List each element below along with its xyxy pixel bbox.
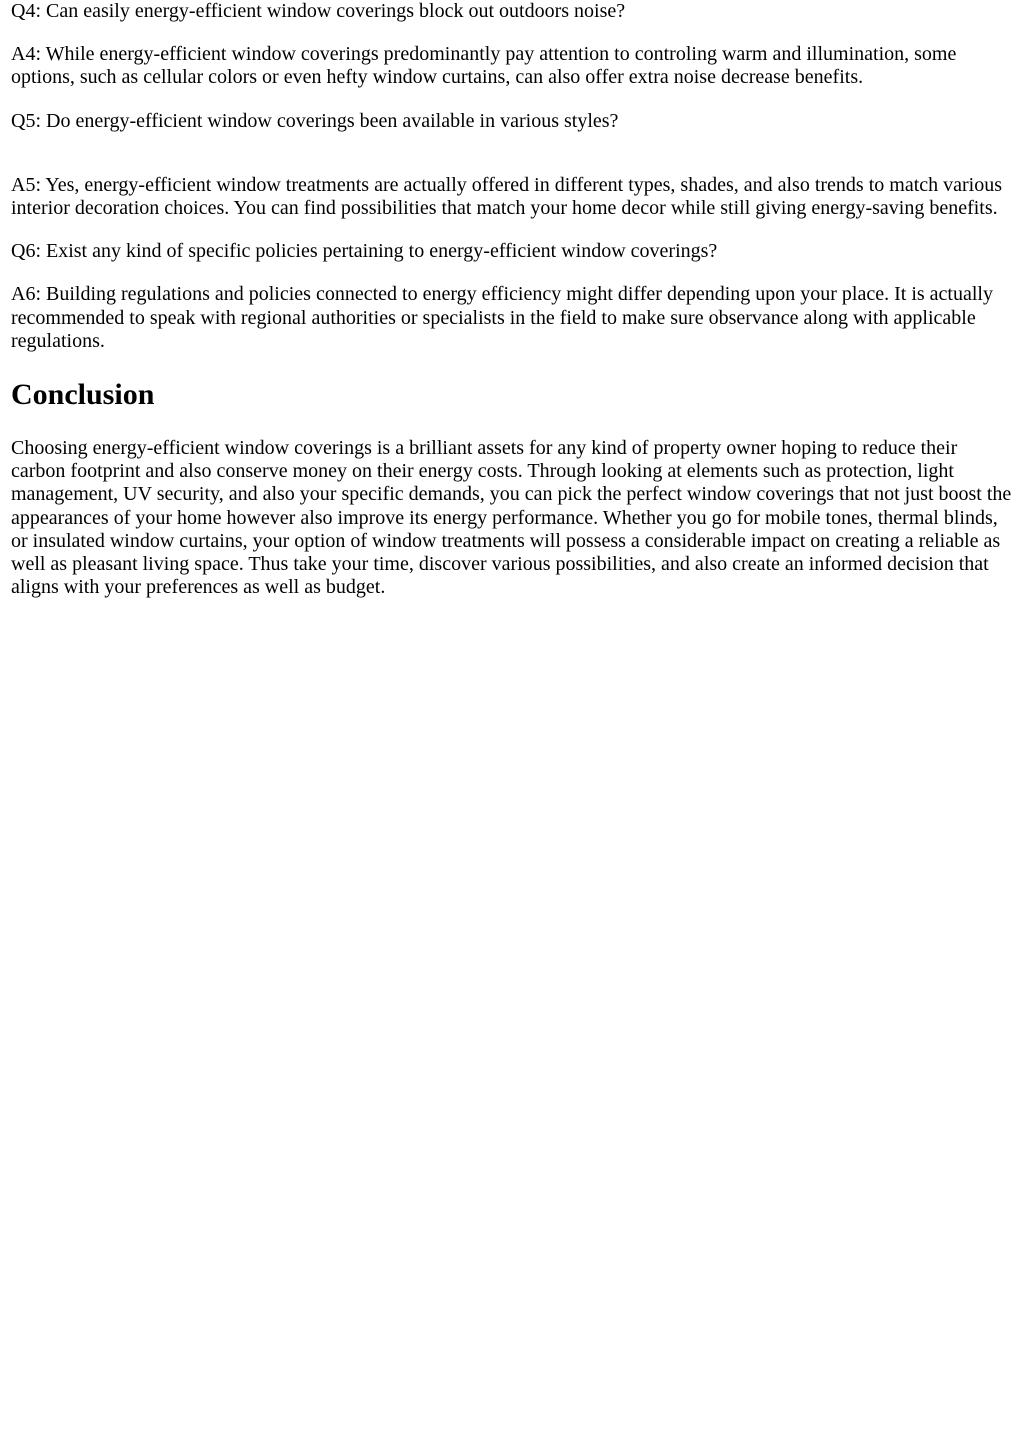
document-page [0,0,1024,599]
conclusion-paragraph: Choosing energy-efficient window coverings is a brilliant assets for any kind of property owner hoping to reduce their carbon footprint and also conserve money on their energy costs. Through looking at elements such as protection, light management, UV security, and also your specific demands, you can pick the perfect window coverings that not just boost the appearances of your home however also improve its energy performance. Whether you go for mobile tones, thermal blinds, or insulated window curtains, your option of window treatments will possess a considerable impact on creating a reliable as well as pleasant living space. Thus take your time, discover various possibilities, and also create an informed decision that aligns with your preferences as well as budget. [11,437,1012,599]
faq-answer-a6: A6: Building regulations and policies connected to energy efficiency might differ depending upon your place. It is actually recommended to speak with regional authorities or specialists in the field to make sure observance along with applicable regulations. [11,283,993,352]
faq-answer-a4: A4: While energy-efficient window coverings predominantly pay attention to controling warm and illumination, some options, such as cellular colors or even hefty window curtains, can also offer extra noise decrease benefits. [11,43,957,89]
faq-answer-a5: A5: Yes, energy-efficient window treatments are actually offered in different types, shades, and also trends to match various interior decoration choices. You can find possibilities that match your home decor while still giving energy-saving benefits. [11,173,1003,220]
faq-question-q5: Q5: Do energy-efficient window coverings been available in various styles? [11,109,619,132]
faq-question-q4: Q4: Can easily energy-efficient window coverings block out outdoors noise? [11,0,626,22]
faq-question-q6: Q6: Exist any kind of specific policies pertaining to energy-efficient window coverings? [11,240,718,263]
conclusion-heading: Conclusion [11,378,155,412]
